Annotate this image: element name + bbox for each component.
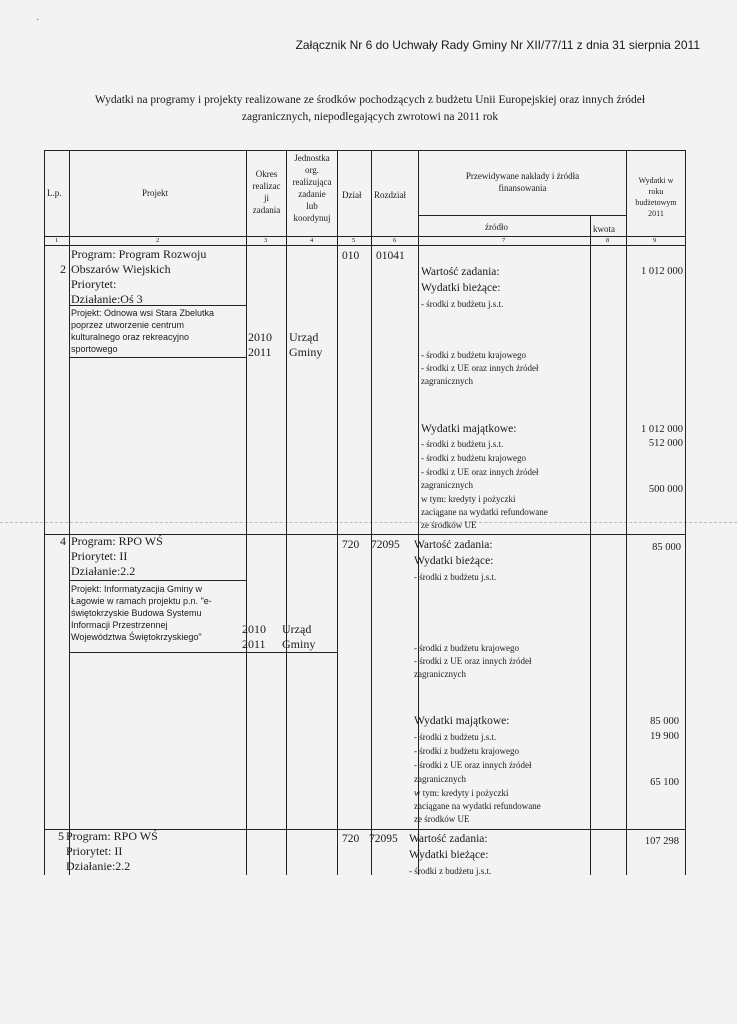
columns-wydatki-2: budżetowym bbox=[635, 198, 677, 207]
rows-0-priorytet: Priorytet: bbox=[71, 277, 117, 291]
labels-wtym1: w tym: kredyty i pożyczki bbox=[421, 494, 516, 504]
table-line bbox=[44, 150, 45, 875]
col-kwota: kwota bbox=[593, 224, 615, 234]
row-dzial: 010 bbox=[342, 250, 360, 262]
labels-jst: - środki z budżetu j.s.t. bbox=[414, 732, 497, 742]
col-rozdzial: Rozdział bbox=[374, 190, 406, 200]
rows-1-dzialanie: Działanie:2.2 bbox=[71, 564, 136, 578]
row-projekt bbox=[71, 583, 212, 643]
rows-1-projekt-0: Projekt: Informatyzacjia Gminy w bbox=[71, 584, 203, 594]
labels-ue2: zagranicznych bbox=[414, 774, 466, 784]
columns-okres-3: zadania bbox=[252, 205, 281, 215]
row-projekt bbox=[71, 307, 214, 355]
table-line bbox=[69, 357, 246, 358]
table-line bbox=[246, 652, 338, 653]
columns-jednostka-4: lub bbox=[306, 201, 318, 211]
col-naklady bbox=[419, 170, 626, 194]
labels-ue2: zagranicznych bbox=[421, 376, 473, 386]
table-line bbox=[44, 150, 686, 151]
labels-wtym2: zaciągane na wydatki refundowane bbox=[421, 507, 548, 517]
row-majatkowe: 85 000 bbox=[650, 716, 679, 727]
labels-biezace: Wydatki bieżące: bbox=[414, 555, 494, 567]
rows-2-dzialanie: Działanie:2.2 bbox=[66, 859, 131, 873]
col-zrodlo: źródło bbox=[485, 222, 508, 232]
row-jst: 19 900 bbox=[650, 731, 679, 742]
row-rozdzial: 72095 bbox=[369, 833, 398, 845]
col-num: 3 bbox=[264, 237, 268, 244]
row-jednostka bbox=[282, 622, 315, 652]
columns-okres-2: ji bbox=[263, 193, 269, 203]
rows-0-dzialanie: Działanie:Oś 3 bbox=[71, 292, 143, 306]
labels-ue1: - środki z UE oraz innych źródeł bbox=[414, 656, 532, 666]
row-lp: 2 bbox=[60, 262, 66, 276]
labels-ue1: - środki z UE oraz innych źródeł bbox=[414, 760, 532, 770]
rows-0-program2: Obszarów Wiejskich bbox=[71, 262, 171, 276]
document-title bbox=[50, 92, 690, 126]
col-num: 8 bbox=[606, 237, 610, 244]
col-num: 5 bbox=[352, 237, 356, 244]
labels-ue1: - środki z UE oraz innych źródeł bbox=[421, 467, 539, 477]
rows-0-projekt-0: Projekt: Odnowa wsi Stara Zbelutka bbox=[71, 308, 215, 318]
labels-biezace: Wydatki bieżące: bbox=[409, 849, 489, 861]
row-jst: 512 000 bbox=[648, 438, 683, 449]
rows-1-okres-0: 2010 bbox=[242, 622, 266, 636]
labels-wtym1: w tym: kredyty i pożyczki bbox=[414, 788, 509, 798]
col-num: 4 bbox=[310, 237, 314, 244]
col-projekt: Projekt bbox=[142, 188, 168, 198]
scan-mark: · bbox=[36, 15, 40, 26]
rows-1-projekt-2: świętokrzyskie Budowa Systemu bbox=[71, 608, 202, 618]
row-majatkowe: 1 012 000 bbox=[641, 424, 683, 435]
columns-wydatki-0: Wydatki w bbox=[638, 176, 674, 185]
columns-jednostka-0: Jednostka bbox=[294, 153, 330, 163]
rows-0-projekt-3: sportowego bbox=[71, 344, 118, 354]
row-wartosc: 85 000 bbox=[652, 542, 681, 553]
labels-jst: - środki z budżetu j.s.t. bbox=[409, 866, 492, 876]
labels-krajowy: - środki z budżetu krajowego bbox=[414, 746, 519, 756]
table-line bbox=[685, 150, 686, 875]
columns-jednostka-2: realizująca bbox=[292, 177, 332, 187]
table-line bbox=[337, 150, 338, 875]
table-line bbox=[626, 150, 627, 875]
rows-2-program1: Program: RPO WŚ bbox=[66, 829, 158, 843]
labels-wtym2: zaciągane na wydatki refundowane bbox=[414, 801, 541, 811]
col-wydatki bbox=[627, 175, 685, 219]
row-program bbox=[71, 247, 206, 307]
labels-ue2: zagranicznych bbox=[414, 669, 466, 679]
columns-naklady-0: Przewidywane nakłady i źródła bbox=[465, 171, 580, 181]
row-rozdzial: 72095 bbox=[371, 539, 400, 551]
row-dzial: 720 bbox=[342, 539, 360, 551]
rows-0-projekt-2: kulturalnego oraz rekreacyjno bbox=[71, 332, 190, 342]
row-jednostka bbox=[289, 330, 322, 360]
rows-0-projekt-1: poprzez utworzenie centrum bbox=[71, 320, 185, 330]
row-program bbox=[71, 534, 163, 579]
rows-1-okres-1: 2011 bbox=[242, 637, 266, 651]
rows-1-projekt-1: Łagowie w ramach projektu p.n. "e- bbox=[71, 596, 212, 606]
labels-krajowy: - środki z budżetu krajowego bbox=[414, 643, 519, 653]
labels-wartosc: Wartość zadania: bbox=[409, 833, 488, 845]
row-ue: 65 100 bbox=[650, 777, 679, 788]
rows-1-priorytet: Priorytet: II bbox=[71, 549, 128, 563]
col-num: 9 bbox=[653, 237, 657, 244]
labels-jst: - środki z budżetu j.s.t. bbox=[421, 439, 504, 449]
columns-jednostka-3: zadanie bbox=[298, 189, 326, 199]
rows-0-program1: Program: Program Rozwoju bbox=[71, 247, 207, 261]
labels-ue2: zagranicznych bbox=[421, 480, 473, 490]
labels-jst: - środki z budżetu j.s.t. bbox=[421, 299, 504, 309]
table-line bbox=[69, 150, 70, 875]
rows-0-jednostka-0: Urząd bbox=[289, 330, 319, 344]
table-line bbox=[371, 150, 372, 875]
col-num: 6 bbox=[393, 237, 397, 244]
rows-1-jednostka-1: Gminy bbox=[282, 637, 316, 651]
labels-wartosc: Wartość zadania: bbox=[421, 266, 500, 278]
rows-0-okres-1: 2011 bbox=[248, 345, 272, 359]
table-line bbox=[246, 150, 247, 875]
columns-jednostka-5: koordynuj bbox=[293, 213, 331, 223]
rows-0-jednostka-1: Gminy bbox=[289, 345, 323, 359]
rows-1-projekt-4: Województwa Świętokrzyskiego" bbox=[71, 632, 202, 642]
col-dzial: Dział bbox=[342, 190, 362, 200]
labels-wtym3: ze środków UE bbox=[421, 520, 477, 530]
labels-wartosc: Wartość zadania: bbox=[414, 539, 493, 551]
labels-biezace: Wydatki bieżące: bbox=[421, 282, 501, 294]
table-line bbox=[69, 580, 246, 581]
row-rozdzial: 01041 bbox=[376, 250, 405, 262]
columns-okres-1: realizac bbox=[252, 181, 281, 191]
row-dzial: 720 bbox=[342, 833, 360, 845]
col-num: 1 bbox=[55, 237, 59, 244]
columns-wydatki-3: 2011 bbox=[648, 209, 664, 218]
columns-okres-0: Okres bbox=[255, 169, 278, 179]
labels-krajowy: - środki z budżetu krajowego bbox=[421, 350, 526, 360]
table-line bbox=[590, 215, 591, 875]
table-line bbox=[69, 652, 246, 653]
columns-jednostka-1: org. bbox=[304, 165, 320, 175]
rows-1-jednostka-0: Urząd bbox=[282, 622, 312, 636]
row-lp: 5 bbox=[58, 829, 64, 843]
labels-ue1: - środki z UE oraz innych źródeł bbox=[421, 363, 539, 373]
col-num: 2 bbox=[156, 237, 160, 244]
rows-2-priorytet: Priorytet: II bbox=[66, 844, 123, 858]
row-okres bbox=[242, 622, 266, 652]
col-num: 7 bbox=[502, 237, 506, 244]
col-okres bbox=[247, 168, 286, 216]
rows-0-okres-0: 2010 bbox=[248, 330, 272, 344]
row-okres bbox=[248, 330, 272, 360]
title-line-1: Wydatki na programy i projekty realizowane ze środków pochodzących z budżetu Unii Europejskiej oraz innych źródeł bbox=[94, 94, 646, 106]
row-program bbox=[66, 829, 158, 874]
row-lp: 4 bbox=[60, 534, 66, 548]
columns-naklady-1: finansowania bbox=[498, 183, 547, 193]
row-wartosc: 1 012 000 bbox=[641, 266, 683, 277]
labels-jst: - środki z budżetu j.s.t. bbox=[414, 572, 497, 582]
labels-majatkowe: Wydatki majątkowe: bbox=[421, 423, 517, 435]
labels-wtym3: ze środków UE bbox=[414, 814, 470, 824]
labels-krajowy: - środki z budżetu krajowego bbox=[421, 453, 526, 463]
title-line-2: zagranicznych, niepodlegających zwrotowi na 2011 rok bbox=[241, 111, 499, 123]
row-ue: 500 000 bbox=[648, 484, 683, 495]
rows-1-projekt-3: Informacji Przestrzennej bbox=[71, 620, 168, 630]
columns-wydatki-1: roku bbox=[648, 187, 664, 196]
row-wartosc: 107 298 bbox=[644, 836, 679, 847]
table-line bbox=[418, 215, 626, 216]
table-line bbox=[286, 150, 287, 875]
document-header: Załącznik Nr 6 do Uchwały Rady Gminy Nr XII/77/11 z dnia 31 sierpnia 2011 bbox=[295, 38, 700, 52]
col-jednostka bbox=[287, 152, 337, 224]
labels-majatkowe: Wydatki majątkowe: bbox=[414, 715, 510, 727]
col-lp: L.p. bbox=[47, 188, 62, 198]
rows-1-program1: Program: RPO WŚ bbox=[71, 534, 163, 548]
